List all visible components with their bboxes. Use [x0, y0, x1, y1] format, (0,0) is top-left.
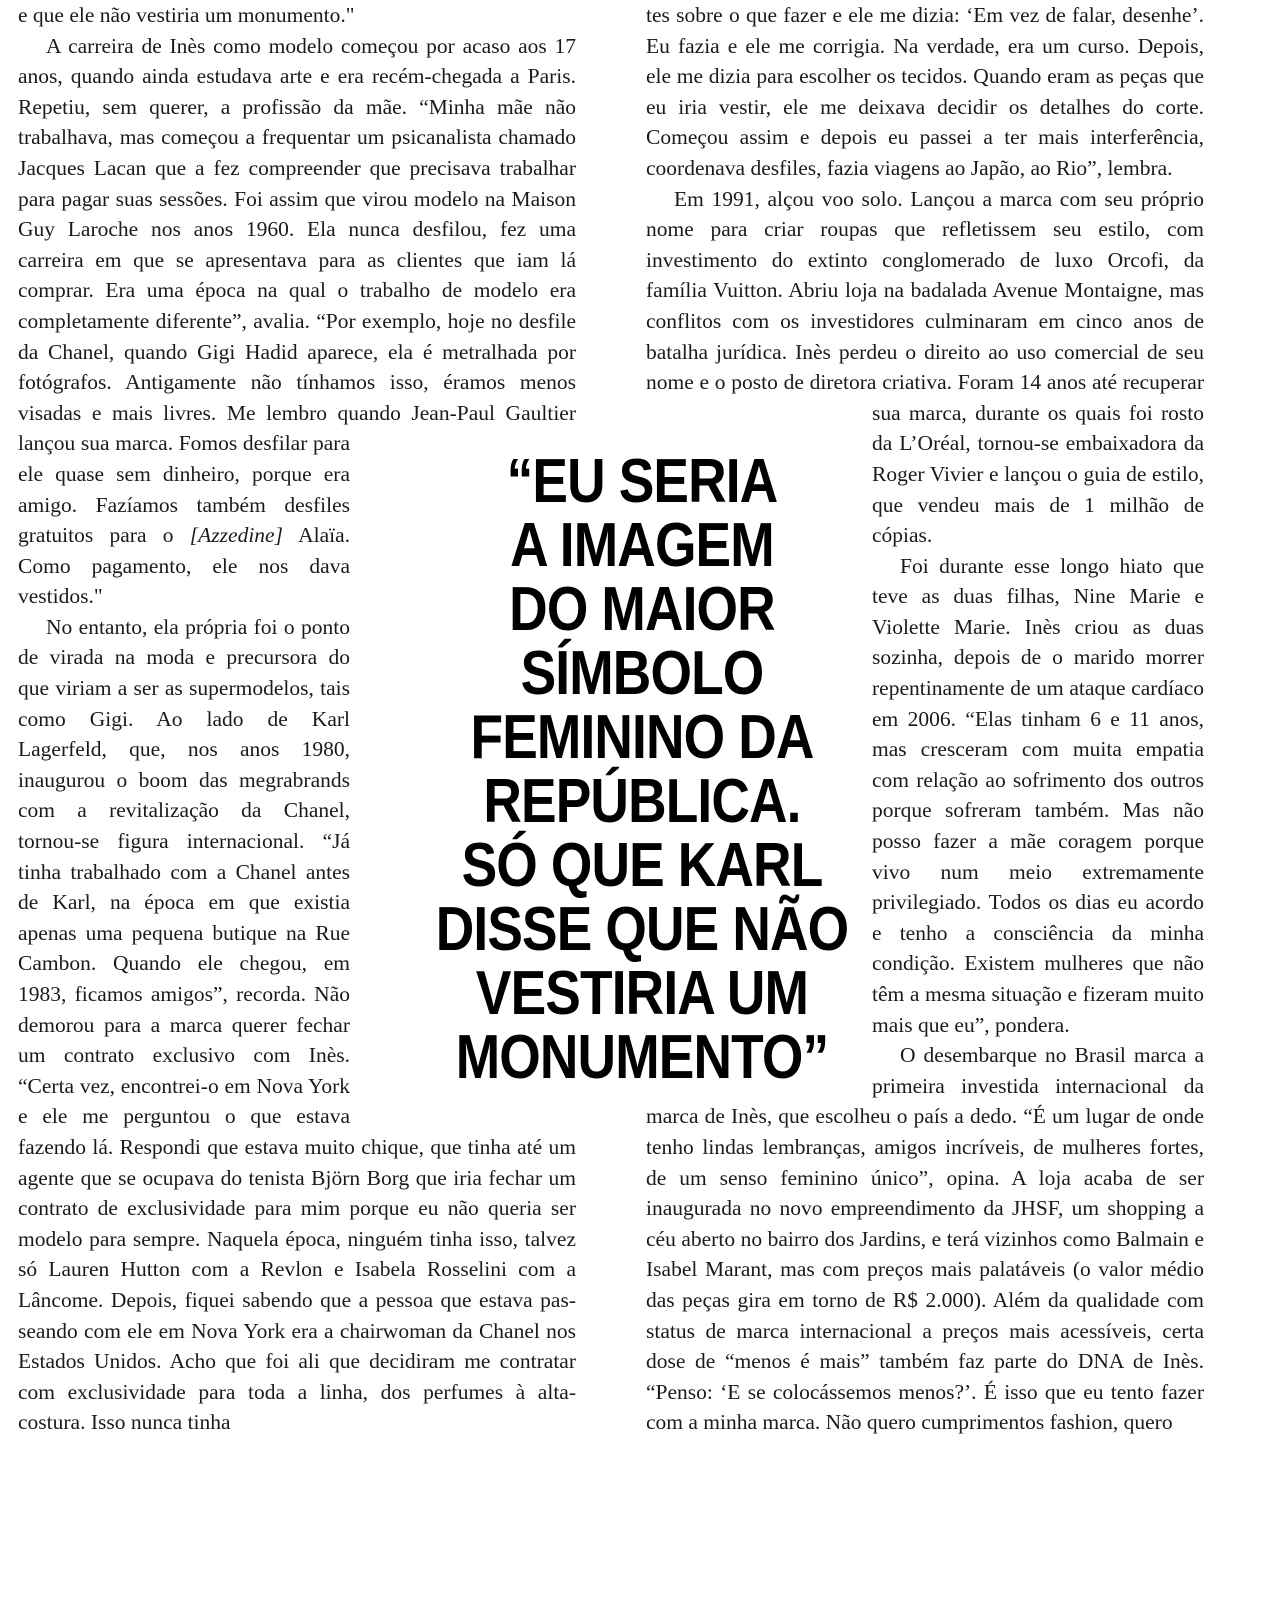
paragraph: Foi durante esse longo hiato que teve as duas filhas, Nine Marie e Violette Marie. Inès criou as duas sozinha, depois de o marido morrer repentinamente de um ataque cardíaco em 2006. “Elas tinham 6 e 11 anos, mas cresceram com muita empatia com relação ao sofrimento dos outros porque sofreram também. Mas não posso fazer a mãe coragem porque vivo num meio extremamente privilegiado. Todos os dias eu acordo e tenho a consciência da minha condição. Existem mulheres que não têm a mesma situação e fizeram muito mais que eu”, pondera. — [872, 553, 1204, 1037]
paragraph: No entanto, ela própria foi o ponto de virada na moda e precursora do que viriam a ser as supermodelos, tais como Gigi. Ao lado de Karl Lagerfeld, que, nos anos 1980, inaugurou o boom das megrabrands com a revitalização da Chanel, tornou-se figura internacional. “Já tinha trabalhado com a Chanel antes de Karl, na época em que existia apenas uma pequena butique na Rue Cambon. Quando ele chegou, em 1983, ficamos amigos”, recorda. Não demorou para a marca querer fechar um contrato exclusivo com Inès. “Certa vez, encontrei-o em Nova York e ele me perguntou o que estava fazendo lá. Respondi que estava muito chique, que tinha até um agente que se ocupava do tenista Björn Borg que iria fechar um contrato de exclusividade para mim porque eu não queria ser modelo para sempre. Naquela época, ninguém tinha isso, talvez só Lauren Hutton com a Revlon e Isabela Rosselini com a Lâncome. Depois, fiquei sabendo que a pessoa que estava passeando com ele em Nova York era a chairwoman da Chanel nos Estados Unidos. Acho que foi ali que decidiram me contratar com exclusividade para toda a linha, dos perfumes à alta-costura. Isso nunca tinha — [18, 614, 576, 1435]
pull-quote-line: SÓ QUE KARL — [461, 831, 823, 900]
pull-quote-line: A IMAGEM — [510, 511, 774, 580]
pull-quote-line: FEMININO DA — [470, 703, 814, 772]
pull-quote-line: SÍMBOLO — [520, 639, 764, 708]
italic-name: [Azzedine] — [189, 523, 283, 548]
pull-quote-line: MONUMENTO” — [455, 1023, 829, 1092]
paragraph: Em 1991, alçou voo solo. Lançou a marca com seu próprio nome para criar roupas que refletissem seu estilo, com investimento do extinto conglomerado de luxo Orcofi, da família Vuitton. Abriu loja na badalada Avenue Montaigne, mas conflitos com os investidores culminaram em cinco anos de batalha jurídica. Inès perdeu o direito ao uso comercial de seu nome e o posto de diretora criativa. Foram 14 anos até recuperar sua marca, durante os quais foi rosto da L’Oréal, tornou-se embaixadora da Roger Vivier e lançou o guia de estilo, que vendeu mais de 1 milhão de cópias. — [646, 186, 1204, 548]
pull-quote-line: VESTIRIA UM — [475, 959, 809, 1028]
pull-quote-line: DISSE QUE NÃO — [435, 895, 849, 964]
pull-quote-line: REPÚBLICA. — [483, 767, 801, 836]
paragraph: O desembarque no Brasil marca a primeira investida internacional da marca de Inès, que escolheu o país a dedo. “É um lugar de onde tenho lindas lembranças, amigos incríveis, de mulheres fortes, de um senso feminino único”, opina. A loja acaba de ser inaugurada no novo empreendimento da JHSF, um shopping a céu aberto no bairro dos Jardins, e terá vizinhos como Balmain e Isabel Marant, mas com preços mais palatáveis (o valor médio das peças gira em torno de R$ 2.000). Além da qualidade com status de marca internacional a preços mais acessíveis, certa dose de “menos é mais” também faz parte do DNA de Inès. “Penso: ‘E se colocássemos menos?’. É isso que eu tento fazer com a minha marca. Não quero cumprimentos fashion, quero — [646, 1043, 1204, 1435]
pull-quote-line: DO MAIOR — [509, 575, 775, 644]
paragraph: A carreira de Inès como modelo começou por acaso aos 17 anos, quando ainda estudava arte e era recém-chegada a Paris. Repetiu, sem querer, a profissão da mãe. “Minha mãe não trabalhava, mas começou a frequentar um psicanalista chamado Jacques Lacan que a fez compreender que precisava trabalhar para pagar suas sessões. Foi assim que virou modelo na Maison Guy Laroche nos anos 1960. Ela nunca desfilou, fez uma carreira em que se apresentava para as clientes que iam lá comprar. Era uma época na qual o trabalho de modelo era completamente diferente”, avalia. “Por exemplo, hoje no desfile da Chanel, quando Gigi Hadid aparece, ela é metralhada por fotógrafos. Antigamente não tínhamos isso, éramos menos visadas e mais livres. Me lembro quando Jean-Paul Gaultier lançou sua marca. Fomos desfilar para ele quase sem dinheiro, porque era amigo. Fazíamos também desfiles gratuitos para o [Azzedine] Alaïa. Como pagamento, ele nos dava vestidos." — [18, 33, 576, 609]
pull-quote-line: “EU SERIA — [506, 447, 778, 516]
paragraph: tes sobre o que fazer e ele me dizia: ‘Em vez de falar, desenhe’. Eu fazia e ele me corrigia. Na verdade, era um curso. Depois, ele me dizia para escolher os tecidos. Quando eram as peças que eu iria vestir, ele me deixava decidir os detalhes do corte. Começou assim e depois eu passei a ter mais interferência, coordenava desfiles, fazia viagens ao Japão, ao Rio”, lembra. — [646, 3, 1204, 180]
pull-quote — [417, 447, 868, 1092]
paragraph: e que ele não vestiria um monumento." — [18, 3, 355, 27]
